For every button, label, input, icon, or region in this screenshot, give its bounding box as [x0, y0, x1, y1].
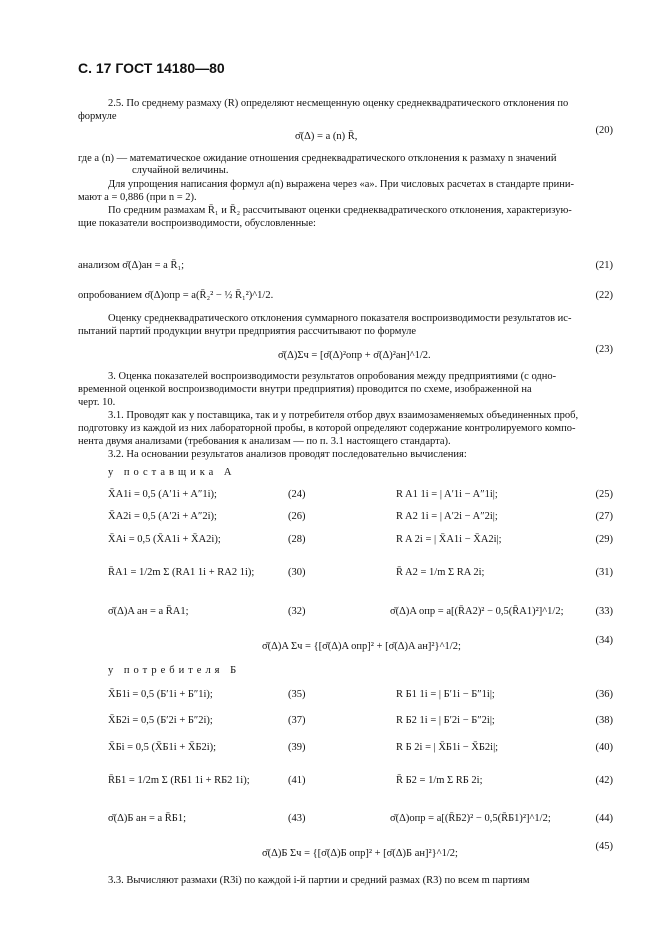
- formula-44-number: (44): [595, 813, 613, 824]
- formula-45-number: (45): [595, 841, 613, 852]
- formula-25-number: (25): [595, 489, 613, 500]
- formula-26-number: (26): [288, 511, 306, 522]
- formula-32-number: (32): [288, 606, 306, 617]
- total-line1: Оценку среднеквадратического отклонения суммарного показателя воспроизводимости результатов ис-: [108, 313, 572, 324]
- formula-24: X̄A1i = 0,5 (A′1i + A″1i);: [108, 489, 217, 500]
- where-line1: где a (n) — математическое ожидание отношения среднеквадратического отклонения к размаху n значений: [78, 153, 557, 164]
- means-line1: По средним размахам R̄₁ и R̄₂ рассчитывают оценки среднеквадратического отклонения, характеризую-: [108, 205, 572, 216]
- formula-35-number: (35): [288, 689, 306, 700]
- formula-39: X̄Бi = 0,5 (X̄Б1i + X̄Б2i);: [108, 742, 217, 753]
- simplify-line2: мают a = 0,886 (при n = 2).: [78, 192, 197, 203]
- formula-34-number: (34): [595, 635, 613, 646]
- formula-41-number: (41): [288, 775, 306, 786]
- formula-31-number: (31): [595, 567, 613, 578]
- formula-40-number: (40): [595, 742, 613, 753]
- total-line2: пытаний партий продукции внутри предприятия рассчитывают по формуле: [78, 326, 417, 337]
- formula-24-number: (24): [288, 489, 306, 500]
- formula-26: X̄A2i = 0,5 (A′2i + A″2i);: [108, 511, 217, 522]
- para-2-5-line1: 2.5. По среднему размаху (R) определяют несмещенную оценку среднеквадратического отклонения по: [108, 98, 569, 109]
- formula-28: X̄Ai = 0,5 (X̄A1i + X̄A2i);: [108, 534, 221, 545]
- formula-35: X̄Б1i = 0,5 (Б′1i + Б″1i);: [108, 689, 213, 700]
- para-3-line1: 3. Оценка показателей воспроизводимости результатов опробования между предприятиями (с одно-: [108, 371, 557, 382]
- formula-43-number: (43): [288, 813, 306, 824]
- formula-33: σ̄(Δ)A опр = a[(R̄A2)² − 0,5(R̄A1)²]^1/2;: [390, 606, 564, 617]
- para-3-2: 3.2. На основании результатов анализов проводят последовательно вычисления:: [108, 449, 467, 460]
- formula-37: X̄Б2i = 0,5 (Б′2i + Б″2i);: [108, 715, 213, 726]
- formula-21: анализом σ̄(Δ)ан = a R̄₁;: [78, 260, 185, 271]
- simplify-line1: Для упрощения написания формул a(n) выражена через «a». При числовых расчетах в стандарте прини-: [108, 179, 574, 190]
- formula-36: R Б1 1i = | Б′1i − Б″1i|;: [396, 689, 495, 700]
- formula-20-number: (20): [595, 125, 613, 136]
- formula-27: R A2 1i = | A′2i − A″2i|;: [396, 511, 498, 522]
- formula-27-number: (27): [595, 511, 613, 522]
- para-3-1-line1: 3.1. Проводят как у поставщика, так и у потребителя отбор двух взаимозаменяемых объединенных проб,: [108, 410, 579, 421]
- formula-32: σ̄(Δ)A ан = a R̄A1;: [108, 606, 189, 617]
- formula-22: опробованием σ̄(Δ)опр = a(R̄₂² − ½ R̄₁²)^1/2.: [78, 290, 274, 301]
- formula-40: R Б 2i = | X̄Б1i − X̄Б2i|;: [396, 742, 499, 753]
- formula-45: σ̄(Δ)Б Σч = {[σ̄(Δ)Б опр]² + [σ̄(Δ)Б ан]²}^1/2;: [262, 848, 458, 859]
- formula-42: R̄ Б2 = 1/m Σ RБ 2i;: [396, 775, 483, 786]
- page-header: С. 17 ГОСТ 14180—80: [78, 60, 225, 76]
- formula-29-number: (29): [595, 534, 613, 545]
- para-3-3: 3.3. Вычисляют размахи (R3i) по каждой i-й партии и средний размах (R3) по всем m партиям: [108, 875, 530, 886]
- formula-38: R Б2 1i = | Б′2i − Б″2i|;: [396, 715, 495, 726]
- formula-42-number: (42): [595, 775, 613, 786]
- formula-21-number: (21): [595, 260, 613, 271]
- para-3-1-line2: подготовку из каждой из них лабораторной пробы, в которой определяют содержание контролируемого компо-: [78, 423, 576, 434]
- para-3-line2: временной оценкой воспроизводимости внутри предприятия) проводится по схеме, изображенной на: [78, 384, 532, 395]
- para-3-line3: черт. 10.: [78, 397, 116, 408]
- formula-34: σ̄(Δ)A Σч = {[σ̄(Δ)A опр]² + [σ̄(Δ)A ан]²}^1/2;: [262, 641, 461, 652]
- formula-20: σ̄(Δ) = a (n) R̄,: [295, 131, 358, 142]
- formula-29: R A 2i = | X̄A1i − X̄A2i|;: [396, 534, 502, 545]
- formula-37-number: (37): [288, 715, 306, 726]
- formula-39-number: (39): [288, 742, 306, 753]
- para-3-1-line3: нента двумя анализами (требования к анализам — по п. 3.1 настоящего стандарта).: [78, 436, 451, 447]
- formula-36-number: (36): [595, 689, 613, 700]
- consumer-heading: у потребителя Б: [108, 665, 241, 676]
- supplier-heading: у поставщика А: [108, 467, 236, 478]
- formula-43: σ̄(Δ)Б ан = a R̄Б1;: [108, 813, 186, 824]
- formula-28-number: (28): [288, 534, 306, 545]
- para-2-5-line2: формуле: [78, 111, 117, 122]
- formula-44: σ̄(Δ)опр = a[(R̄Б2)² − 0,5(R̄Б1)²]^1/2;: [390, 813, 551, 824]
- where-line2: случайной величины.: [132, 165, 229, 176]
- formula-38-number: (38): [595, 715, 613, 726]
- formula-31: R̄ A2 = 1/m Σ RA 2i;: [396, 567, 485, 578]
- formula-22-number: (22): [595, 290, 613, 301]
- means-line2: щие показатели воспроизводимости, обусловленные:: [78, 218, 316, 229]
- formula-23-number: (23): [595, 344, 613, 355]
- formula-33-number: (33): [595, 606, 613, 617]
- formula-30-number: (30): [288, 567, 306, 578]
- formula-23: σ̄(Δ)Σч = [σ̄(Δ)²опр + σ̄(Δ)²ан]^1/2.: [278, 350, 431, 361]
- formula-25: R A1 1i = | A′1i − A″1i|;: [396, 489, 498, 500]
- formula-30: R̄A1 = 1/2m Σ (RA1 1i + RA2 1i);: [108, 567, 255, 578]
- formula-41: R̄Б1 = 1/2m Σ (RБ1 1i + RБ2 1i);: [108, 775, 250, 786]
